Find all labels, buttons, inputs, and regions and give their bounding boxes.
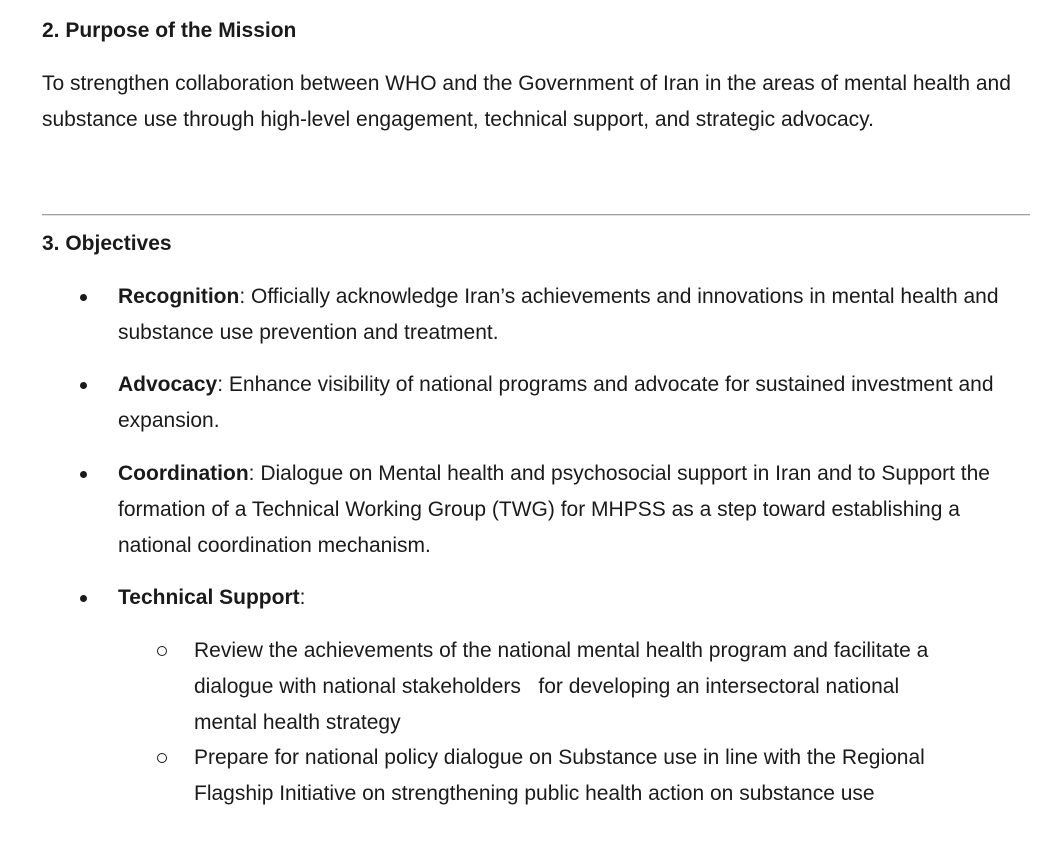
objective-term: Recognition [118, 285, 240, 308]
objective-term: Technical Support [118, 586, 300, 609]
bullet-icon [80, 595, 87, 602]
objective-description: : [299, 586, 306, 609]
section-heading-objectives: 3. Objectives [42, 232, 172, 255]
objective-description: : Dialogue on Mental health and psychosocial support in Iran and to Support the formation of a Technical Working Group (TWG) for MHPSS as a step toward establishing a national coordination mechanism. [118, 462, 990, 557]
objective-term: Coordination [118, 462, 249, 485]
purpose-paragraph: To strengthen collaboration between WHO and the Government of Iran in the areas of mental health and substance use through high-level engagement, technical support, and strategic advocacy. [42, 72, 1011, 131]
sub-objective-text: Prepare for national policy dialogue on Substance use in line with the Regional Flagship Initiative on strengthening public health action on substance use [194, 746, 925, 805]
objective-term: Advocacy [118, 373, 218, 396]
objective-description: : Officially acknowledge Iran’s achievements and innovations in mental health and substance use prevention and treatment. [118, 285, 999, 344]
section-heading-purpose: 2. Purpose of the Mission [42, 19, 297, 42]
horizontal-divider [42, 214, 1030, 216]
circle-bullet-icon [157, 753, 167, 763]
circle-bullet-icon [157, 646, 167, 656]
bullet-icon [80, 471, 87, 478]
sub-objective-text: Review the achievements of the national mental health program and facilitate a dialogue with national stakeholders for developing an intersectoral national mental health strategy [194, 639, 935, 734]
objective-description: : Enhance visibility of national programs and advocate for sustained investment and expansion. [118, 373, 994, 432]
bullet-icon [80, 382, 87, 389]
bullet-icon [80, 294, 87, 301]
